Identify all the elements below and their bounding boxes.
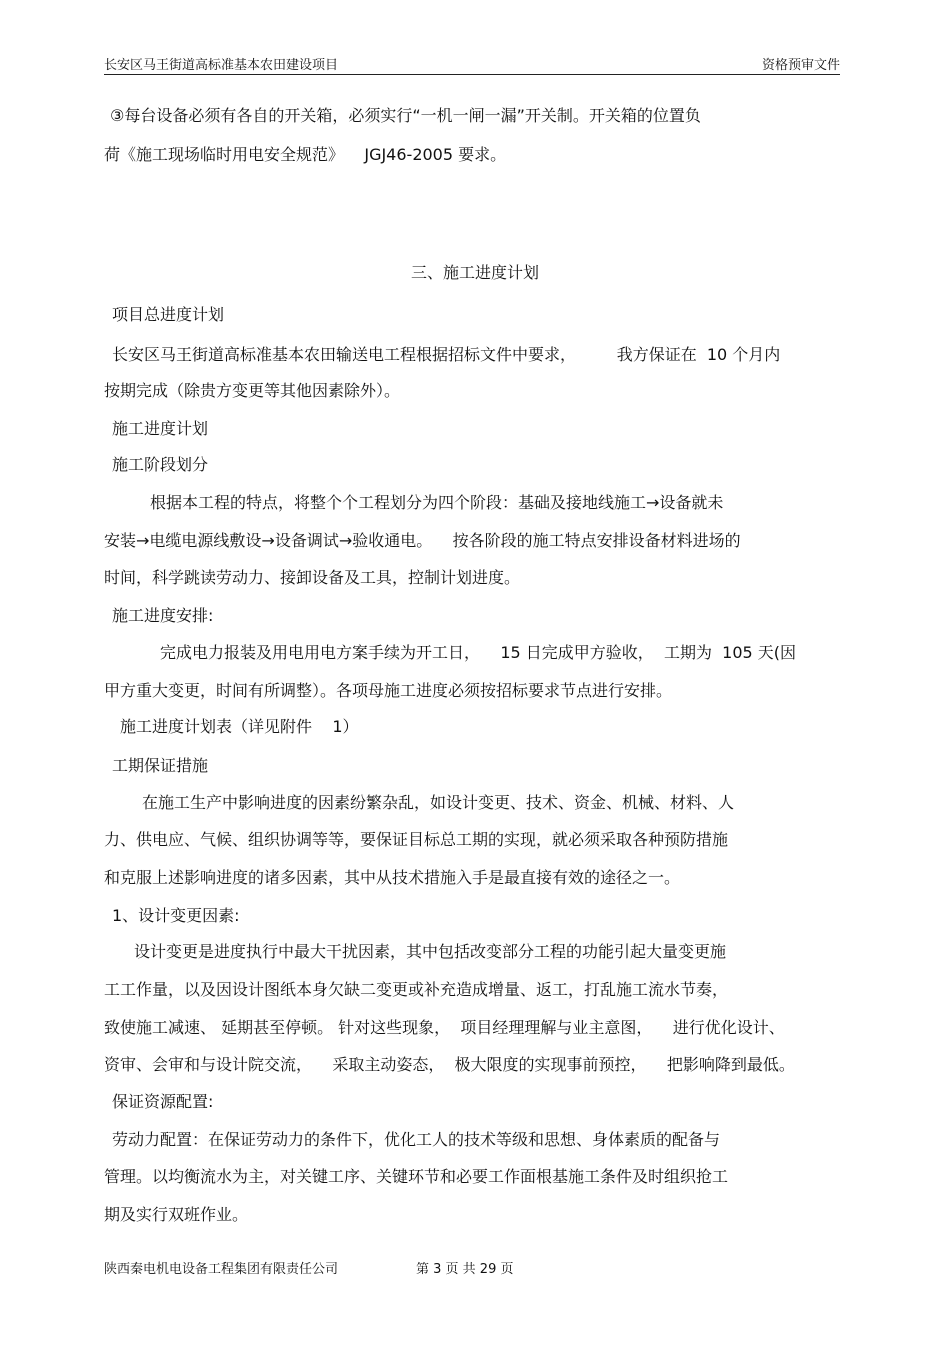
paragraph-line: 期及实行双班作业。 <box>104 1205 249 1224</box>
header-document-type: 资格预审文件 <box>761 58 840 73</box>
page-header <box>104 54 840 75</box>
subheading: 项目总进度计划 <box>112 305 225 324</box>
paragraph-line: 致使施工减速、 延期甚至停顿。 针对这些现象， 项目经理理解与业主意图， 进行优化设计、 <box>104 1018 785 1037</box>
paragraph-line: ③每台设备必须有各自的开关箱，必须实行“一机一闸一漏”开关制。开关箱的位置负 <box>110 106 701 125</box>
paragraph-line: 长安区马王街道高标准基本农田输送电工程根据招标文件中要求， 我方保证在 10 个月内 <box>112 345 781 364</box>
subheading: 施工进度计划表（详见附件 1） <box>120 717 359 736</box>
subheading: 1、设计变更因素: <box>112 906 240 925</box>
paragraph-line: 管理。以均衡流水为主，对关键工序、关键环节和必要工作面根基施工条件及时组织抢工 <box>104 1167 729 1186</box>
paragraph-line: 根据本工程的特点，将整个个工程划分为四个阶段：基础及接地线施工→设备就未 <box>150 493 724 512</box>
footer-page-number: 第 3 页 共 29 页 <box>416 1262 514 1277</box>
section-title: 三、施工进度计划 <box>410 263 539 282</box>
paragraph-line: 完成电力报装及用电用电方案手续为开工日， 15 日完成甲方验收， 工期为 105 天(因 <box>160 643 797 662</box>
header-project-title: 长安区马王街道高标准基本农田建设项目 <box>104 58 339 73</box>
paragraph-line: 甲方重大变更，时间有所调整）。各项母施工进度必须按招标要求节点进行安排。 <box>104 681 673 700</box>
paragraph-line: 劳动力配置：在保证劳动力的条件下，优化工人的技术等级和思想、身体素质的配备与 <box>112 1130 721 1149</box>
subheading: 施工进度安排: <box>112 606 214 625</box>
paragraph-line: 安装→电缆电源线敷设→设备调试→验收通电。 按各阶段的施工特点安排设备材料进场的 <box>104 531 741 550</box>
paragraph-line: 和克服上述影响进度的诸多因素，其中从技术措施入手是最直接有效的途径之一。 <box>104 868 681 887</box>
footer-company: 陕西秦电机电设备工程集团有限责任公司 <box>104 1262 339 1277</box>
paragraph-line: 按期完成（除贵方变更等其他因素除外）。 <box>104 381 401 400</box>
subheading: 施工进度计划 <box>112 419 209 438</box>
subheading: 工期保证措施 <box>112 756 209 775</box>
paragraph-line: 在施工生产中影响进度的因素纷繁杂乱，如设计变更、技术、资金、机械、材料、人 <box>142 793 735 812</box>
paragraph-line: 荷《施工现场临时用电安全规范》 JGJ46-2005 要求。 <box>104 145 507 164</box>
paragraph-line: 力、供电应、气候、组织协调等等，要保证目标总工期的实现，就必须采取各种预防措施 <box>104 830 729 849</box>
subheading: 施工阶段划分 <box>112 455 209 474</box>
subheading: 保证资源配置: <box>112 1092 214 1111</box>
paragraph-line: 时间，科学跳读劳动力、接卸设备及工具，控制计划进度。 <box>104 568 521 587</box>
paragraph-line: 设计变更是进度执行中最大干扰因素，其中包括改变部分工程的功能引起大量变更施 <box>134 942 727 961</box>
paragraph-line: 资审、会审和与设计院交流， 采取主动姿态， 极大限度的实现事前预控， 把影响降到最低。 <box>104 1055 795 1074</box>
paragraph-line: 工工作量，以及因设计图纸本身欠缺二变更或补充造成增量、返工，打乱施工流水节奏， <box>104 980 729 999</box>
